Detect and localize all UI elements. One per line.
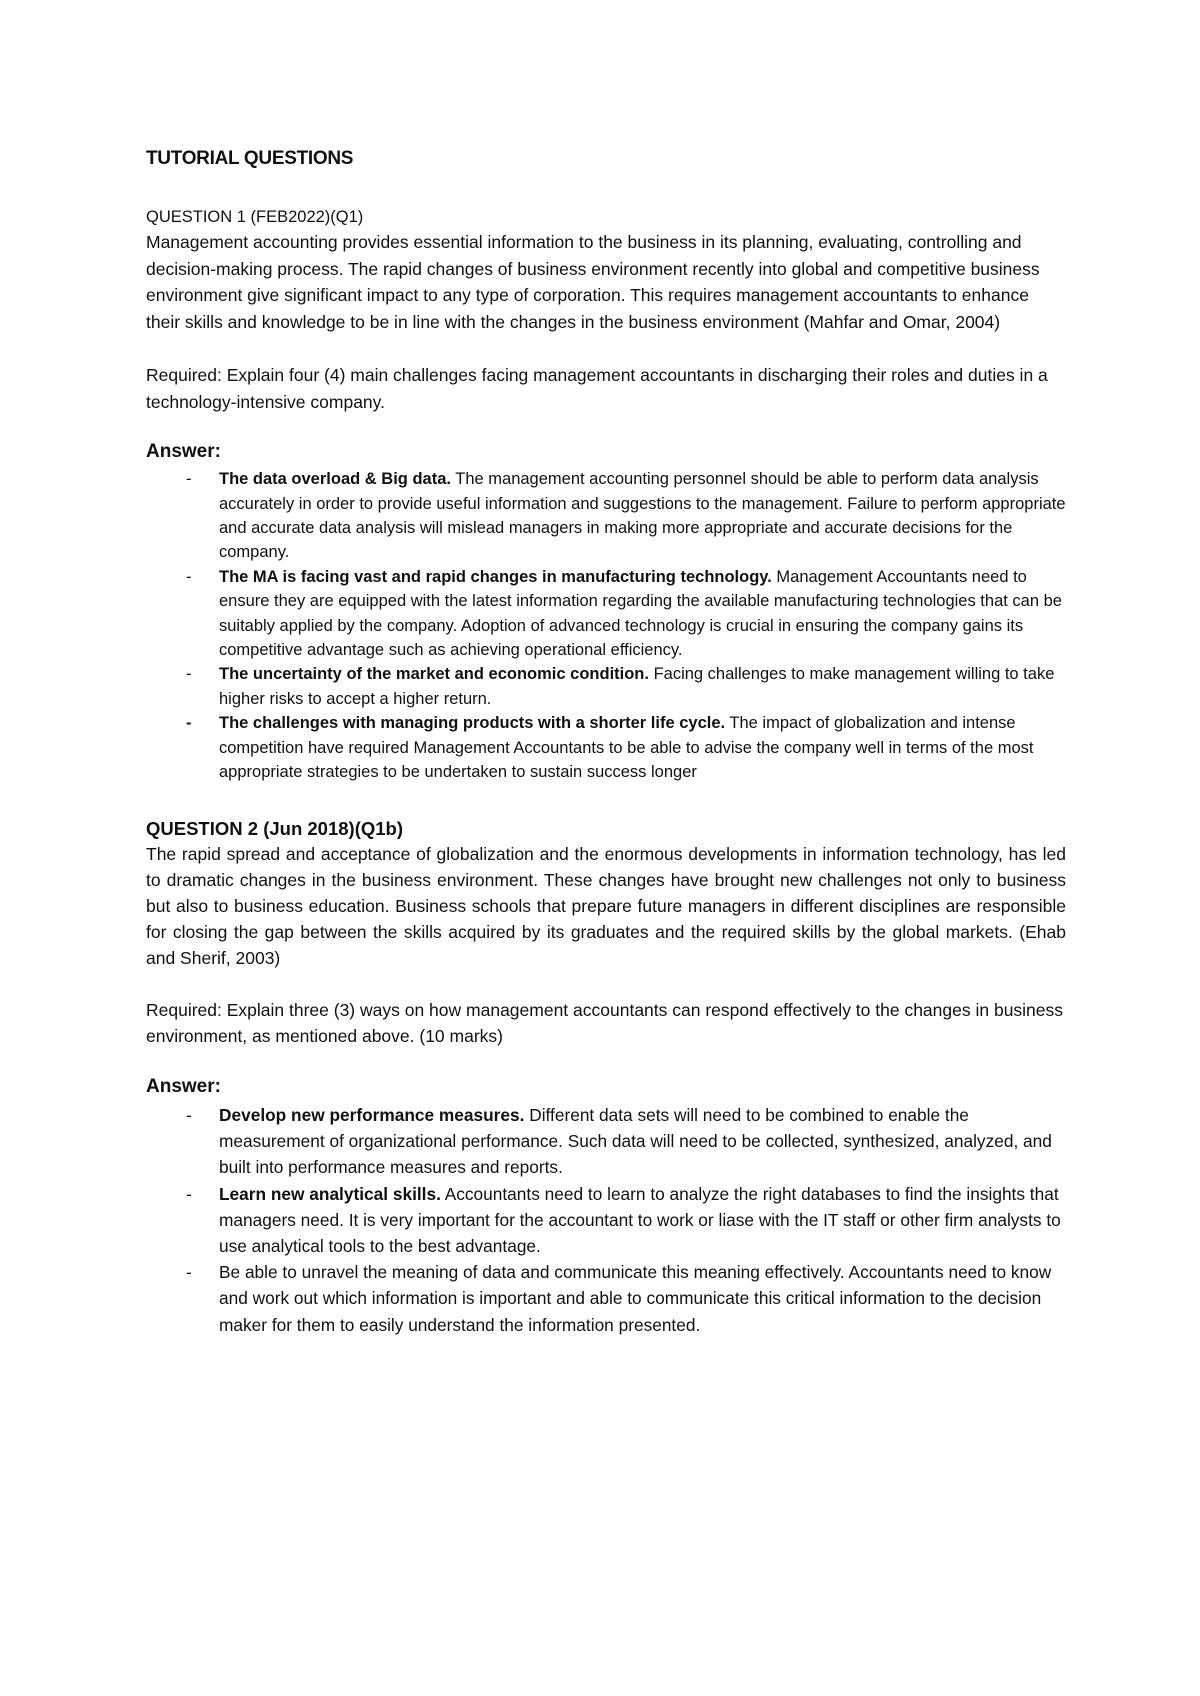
bullet-dash: - [186, 470, 192, 489]
answer-item [146, 1181, 1066, 1260]
question-2-answer-list [146, 1102, 1066, 1338]
answer-lead: The MA is facing vast and rapid changes in manufacturing technology. [219, 567, 772, 586]
answer-text: The management accounting personnel should be able to perform data analysis accurately in order to provide useful information and suggestions to the management. Failure to perform appropriate and accurate data analysis will mislead managers in making more appropriate and accurate decisions for the company. [219, 470, 1066, 562]
answer-item [146, 711, 1066, 784]
question-1-section [146, 205, 1066, 785]
question-2-section [146, 817, 1066, 1338]
answer-item [146, 662, 1066, 711]
question-1-body: Management accounting provides essential information to the business in its planning, evaluating, controlling and decision-making process. The rapid changes of business environment recently into global and competitive business environment give significant impact to any type of corporation. This requires management accountants to enhance their skills and knowledge to be in line with the changes in the business environment (Mahfar and Omar, 2004) [146, 232, 1040, 333]
bullet-dash: - [186, 1262, 192, 1283]
answer-text: The impact of globalization and intense competition have required Management Accountants to be able to advise the company well in terms of the most appropriate strategies to be undertaken to sustain success longer [219, 714, 1034, 782]
answer-lead: The challenges with managing products with a shorter life cycle. [219, 714, 726, 733]
answer-text: Accountants need to learn to analyze the right databases to find the insights that managers need. It is very important for the accountant to work or liase with the IT staff or other firm analysts to use analytical tools to the best advantage. [219, 1183, 1061, 1256]
document-page [146, 147, 1066, 1338]
answer-item [146, 1259, 1066, 1338]
bullet-dash: - [186, 1104, 192, 1125]
question-2-answer-label: Answer: [146, 1075, 221, 1097]
answer-item [146, 1102, 1066, 1181]
bullet-dash: - [186, 1183, 192, 1204]
question-2-heading: QUESTION 2 (Jun 2018)(Q1b) [146, 817, 403, 839]
question-2-body: The rapid spread and acceptance of globalization and the enormous developments in information technology, has led to dramatic changes in the business environment. These changes have brought new challenges not only to business but also to business education. Business schools that prepare future managers in different disciplines are responsible for closing the gap between the skills acquired by its graduates and the required skills by the global markets. (Ehab and Sherif, 2003) [146, 843, 1066, 968]
answer-lead: The uncertainty of the market and economic condition. [219, 665, 649, 684]
question-2-required: Required: Explain three (3) ways on how management accountants can respond effectively to the changes in business environment, as mentioned above. (10 marks) [146, 999, 1064, 1047]
bullet-dash: - [186, 665, 192, 684]
page-title: TUTORIAL QUESTIONS [146, 148, 354, 169]
answer-lead: Develop new performance measures. [219, 1104, 525, 1125]
question-1-answer-label: Answer: [146, 441, 221, 463]
answer-text: Management Accountants need to ensure they are equipped with the latest information regarding the available manufacturing technologies that can be suitably applied by the company. Adoption of advanced technology is crucial in ensuring the company gains its competitive advantage such as achieving operational efficiency. [219, 567, 1062, 660]
answer-lead: The data overload & Big data. [219, 470, 451, 489]
question-1-required: Required: Explain four (4) main challenges facing management accountants in discharging their roles and duties in a technology-intensive company. [146, 364, 1048, 412]
answer-lead: Learn new analytical skills. [219, 1183, 441, 1204]
question-1-heading: QUESTION 1 (FEB2022)(Q1) [146, 208, 364, 226]
answer-text: Different data sets will need to be combined to enable the measurement of organizational performance. Such data will need to be collected, synthesized, analyzed, and built into performance measures and reports. [219, 1104, 1052, 1178]
answer-text: Facing challenges to make management willing to take higher risks to accept a higher return. [219, 665, 1055, 708]
bullet-dash: - [186, 714, 192, 733]
answer-item [146, 565, 1066, 663]
question-1-answer-list [146, 467, 1066, 784]
answer-item [146, 467, 1066, 565]
answer-text: Be able to unravel the meaning of data and communicate this meaning effectively. Accountants need to know and work out which information is important and able to communicate this critical information to the decision maker for them to easily understand the information presented. [219, 1262, 1052, 1335]
bullet-dash: - [186, 567, 192, 586]
